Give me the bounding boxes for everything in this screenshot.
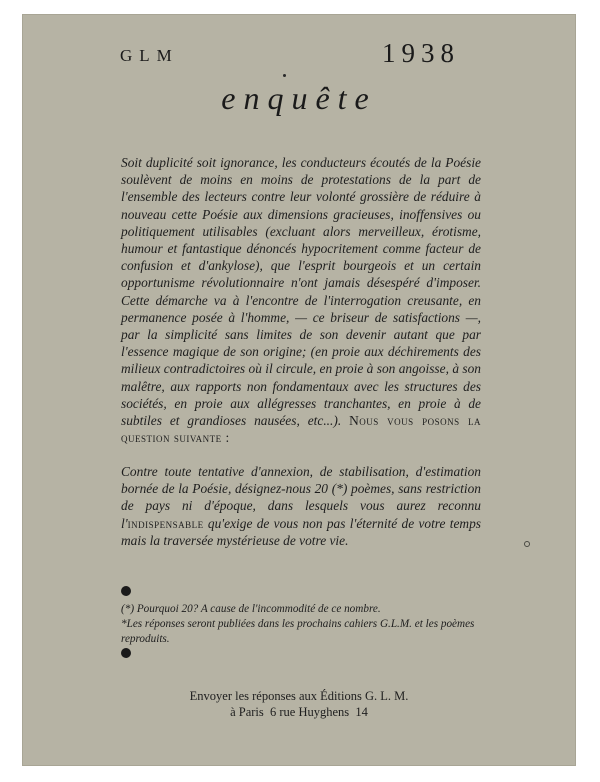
page-footer bbox=[22, 688, 576, 720]
question-text-part2: qu'exige de vous non pas l'éternité de votre temps mais la traversée mystérieuse de votre vie. bbox=[121, 515, 481, 548]
paragraph-question bbox=[121, 463, 481, 549]
bullet-dot-top bbox=[121, 586, 131, 596]
question-text-part1: Contre toute tentative d'annexion, de stabilisation, d'estimation bornée de la Poésie, désignez-nous 20 (*) poèmes, sans restriction de pays ni d'époque, dans lesquels vous aurez reconnu l' bbox=[121, 464, 481, 531]
footer-line-1: Envoyer les réponses aux Éditions G. L. M. bbox=[189, 689, 409, 703]
page-header bbox=[22, 36, 576, 76]
page-title: enquête bbox=[221, 80, 377, 116]
publisher-mark: GLM bbox=[120, 46, 179, 65]
year-label: 1938 bbox=[382, 38, 460, 68]
header-dot bbox=[283, 74, 286, 77]
paragraph-main bbox=[121, 154, 481, 446]
document-page bbox=[22, 14, 576, 766]
question-intro: Nous vous posons la question suivante : bbox=[121, 413, 481, 446]
bullet-dot-bottom bbox=[121, 648, 131, 658]
footer-line-2: à Paris 6 rue Huyghens 14 bbox=[230, 705, 368, 719]
paragraph-main-text: Soit duplicité soit ignorance, les conducteurs écoutés de la Poésie soulèvent de moins en moins de protestations de la part de l'ensemble des lecteurs contre leur volonté grossière de réduire à nouveau cette Poésie aux dimensions gracieuses, inoffensives ou politiquement utilisables (excluant alors merveilleux, érotisme, humour et fantastique dénoncés hypocritement comme facteur de confusion et d'ankylose), que l'esprit bourgeois et un certain opportunisme révolutionnaire n'ont jamais désespéré d'imposer. Cette démarche va à l'encontre de l'interrogation creusante, en permanence posée à l'homme, — ce briseur de satisfactions —, par la simplicité sans limites de son devenir autant que par l'essence magique de son origine; (en proie aux déchirements des milieux contradictoires où il circule, en proie à son angoisse, à son malêtre, aux rapports non fondamentaux avec les structures des sociétés, en proie aux allégresses tranchantes, en proie à de subtiles et grandioses nausées, etc...). bbox=[121, 155, 481, 429]
paper-speck bbox=[524, 541, 530, 547]
indispensable-word: indispensable bbox=[127, 515, 204, 531]
footnotes bbox=[121, 602, 496, 647]
footnote-1: (*) Pourquoi 20? A cause de l'incommodité de ce nombre. bbox=[121, 603, 381, 615]
footnote-2: *Les réponses seront publiées dans les prochains cahiers G.L.M. et les poèmes reproduits. bbox=[121, 618, 475, 645]
